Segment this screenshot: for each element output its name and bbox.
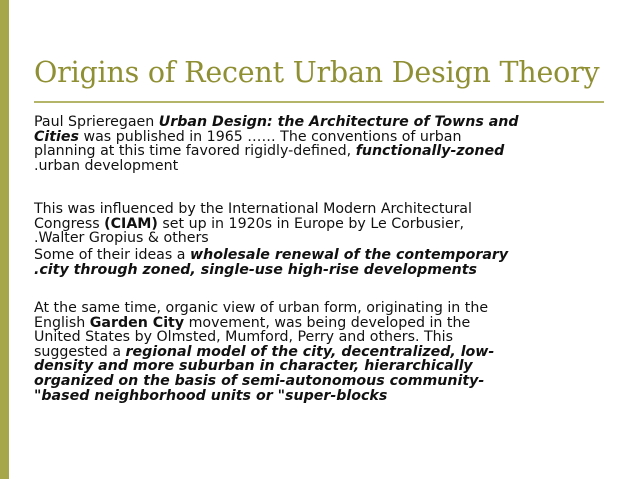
- paragraph-line: [34, 248, 619, 263]
- text-span: English: [34, 314, 90, 331]
- slide-title: Origins of Recent Urban Design Theory: [34, 56, 600, 89]
- paragraph-line: "based neighborhood units or "super-blocks: [34, 387, 388, 404]
- text-span: movement, was being developed in the: [184, 314, 471, 331]
- paragraph-line: .city through zoned, single-use high-rise developments: [34, 261, 477, 278]
- emphasis-text: regional model of the city, decentralized, low-: [125, 343, 495, 360]
- book-title-text: Urban Design: the Architecture of Towns and: [158, 114, 519, 130]
- text-span: Paul Sprieregaen: [34, 114, 159, 130]
- paragraph-line: [34, 217, 619, 232]
- paragraph-line: density and more suburban in character, hierarchically: [34, 358, 473, 375]
- text-span: Some of their ideas a: [34, 247, 190, 263]
- paragraph-line: [34, 115, 619, 130]
- book-title-text: Cities: [34, 128, 79, 145]
- paragraph-line: [34, 144, 619, 159]
- paragraph-line: .Walter Gropius & others: [34, 230, 209, 247]
- paragraph-line: [34, 130, 619, 145]
- ciam-acronym: (CIAM): [104, 215, 158, 232]
- garden-city-term: Garden City: [89, 314, 185, 331]
- paragraph-line: United States by Olmsted, Mumford, Perry and others. This: [34, 329, 453, 346]
- title-divider: [34, 101, 604, 103]
- paragraph-line: organized on the basis of semi-autonomous community-: [34, 372, 485, 389]
- paragraph-line: [34, 345, 619, 360]
- text-span: suggested a: [34, 343, 126, 360]
- paragraph-line: This was influenced by the International Modern Architectural: [34, 201, 472, 217]
- emphasis-text: wholesale renewal of the contemporary: [189, 247, 509, 263]
- text-span: was published in 1965 …… The conventions of urban: [79, 128, 462, 145]
- text-span: Congress: [34, 215, 105, 232]
- paragraph-line: At the same time, organic view of urban form, originating in the: [34, 300, 489, 316]
- text-span: set up in 1920s in Europe by Le Corbusier,: [157, 215, 465, 232]
- text-span: planning at this time favored rigidly-defined,: [34, 143, 356, 160]
- paragraph-ciam: [34, 202, 619, 246]
- paragraph-line: [34, 316, 619, 331]
- paragraph-garden-city: [34, 301, 619, 403]
- emphasis-text: functionally-zoned: [355, 143, 505, 160]
- paragraph-ideas: [34, 248, 619, 277]
- paragraph-line: .urban development: [34, 157, 179, 174]
- slide-accent-bar: [0, 0, 9, 479]
- paragraph-sprieregaen: [34, 115, 619, 173]
